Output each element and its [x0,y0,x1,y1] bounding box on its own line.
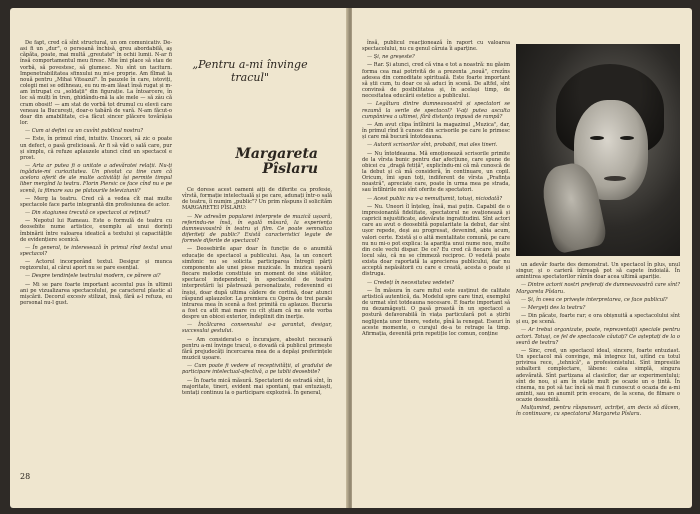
interview-paragraph: însă, publicul reacționează în raport cu valoarea spectacolului, nu cu genul căruia îi aparține. [362,40,510,53]
interview-question: — Arta ar putea fi o unitate a adevăratei relații. Nu-ți ingăduie-mi curiozitatea. Un pivotat ca tine cum că acelora oferit de ale multe activități își permite timpul liber mergînd la teatru. Florin Piersic ce face cînd nu e pe scenă, la filmare sau pe platourile televiziunii? [20,162,172,194]
eye-right [620,136,634,140]
interview-paragraph: — Este, în primul rînd, intuitiv. Unocori, să zic o poate un defect, o pasă grelicioasă. Ar fi să văd o sală care, pur și simplu, că refuze aplauzele atunci cînd un spectacol e prost. [20,136,172,161]
interview-paragraph: — Sinc, cred, un spectacol ideal, sincere, foarte entuziast. Un spectacol mă convinge, mă integrez lui, uitînd cu totul privirea rece, „tehnică", a profesionistului. Sînt impresiile subalterii complectare, lăbene: calea simplă, singura adevărată. Sînt partizana al clasicilor, dar ar experimentului; sînt de nou, și am în stație mult pe ocazie un o țintă. În cinema, nu pot să tac încă să mai fi cunoscut o ocazia de a-mi aminti, sau un anumit prin evocare, de la scena, de filmare o ocazie deosebită. [516,347,680,404]
interview-question: — Dintre actorii nostri preferați de dumneavoastră care sînt? Margareta Pîslaru. [516,282,680,295]
interview-question: — Acest public nu v-a nemulțumit, totuși, niciodată? [367,195,503,202]
interview-paragraph: — Am considerat-o o încurajare, absolut necesară pentru a-mi învinge tracul, o dovadă că publicul primește fără prejudecăți încercarea mea de a depăși preferințele muzicii ușoare. [182,336,332,362]
right-column-2 [516,262,680,420]
interview-question: — Încălcarea consensului a-a garantat, desigur, succesului gestului. [182,322,332,335]
portrait-photo-icon [516,44,680,256]
interview-question: — Ar trebui organizate, poate, reprezentații speciale pentru actori. Totuși, ce fel de spectacole căutați? Ce așteptați de la o seară de teatru? [516,327,680,346]
interview-paragraph: — Merg la teatru. Cred că a vedea cît mai multe spectacole face parte integrantă din profesiunea de actor. [20,195,172,208]
interview-question: — Din stagiunea trecută ce spectacol ai reținut? [25,210,150,217]
author-heading [198,147,318,177]
interview-paragraph: — Actorul incorporând textul. Desigur și munca regizorului, al cărui aport nu se pare esențial. [20,259,172,272]
interview-question: — Și, ne greșeste? [367,54,415,61]
interview-paragraph: — Nu. Uneori îl înțeleg, însă, mai puțin. Capabil de o impresionantă fidelitate, spectatorul ne ovaționează și capricii nejustificate, adevărate ingratitudini. Sînt actori care au avut o deosebită popularitate la debut, dar sînt ușor repede, deși au progresat, devenind, abia acum, valori certe. Există și o altă mentalitate comună, pe care nu nu mi-o pot explica: la apariția unui nume nou, multe din cele vechi dispar. De ce? Eu cred că fiecare își are locul său, că nu se cîmmeză reciproc. O vedetă poate exista doar raportată la aprecierea publicului, dar nu acceptă nepăsătorii cu care e creată, acesta o poate și distruga. [362,203,510,278]
interview-paragraph: De fapt, cred că sînt structural, un om comunicativ. De-asi fi un „dur", o persoană închisă, greu abordabilă, aş căpăta, poate, mai multă „greutate" în ochii lumii. N-ar fi însă comportamentul meu firesc. Mie îmi place să stau de vorbă, să povestesc, să glumesc. Nu sînt un taciturn. Impenetrabilitatea sfinxului nu mi-e proprie. Am fîlmat la nouă pentru „Mihai Viteazul". În pauzele în care, istoviți, colegii mei se odihneau, eu nu m-am lăsat însă rugat și m-am întrupat cu „soldații" din figurație. La întoarcere, în loc să mulți în tren, ghidându-mă la ale mele — să zâu că cram obosit! — am stat de vorbă tot drumul cu elevii care veneau la București, doar-o tabără de vară. N-am făcut-o doar din amabilitate, ci-a făcut sincer plăcere tovărășia lor. [20,40,172,127]
interview-question: — Ne adresăm popularei interprete de muzică ușoară, referindu-ne însă, în egală măsură, la experiența dumneavoastră în teatru și film. Ce poate semnaliza diferiteți de public? Există caracteristici legate de formele diferite de spectacol? [182,213,332,245]
interview-paragraph: — Nepotul lui Rameau. Este o formulă de teatru cu deosebite nume artistice, exemplu al unui dorinți îmbinării între valoarea ideatică a textului și capacitățile de evidențiere scenică. [20,218,172,243]
interview-question: Mulțumind, pentru răspunsuri, actriței, am decis să dăcem, în continuare, cu spectatorul Margareta Pîslaru. [516,405,680,418]
interview-question: — În general, te interesează în primul rînd textul unui spectacol? [20,244,172,257]
article-heading: „Pentru a-mi învinge tracul" [192,58,308,84]
interview-question: — Cum ai defini ca un cuvînt publicul nostru? [25,128,143,135]
left-column-2 [182,187,332,398]
interview-paragraph: — Deosebirile apar doar în funcție de o anumită educație de spectacol a publicului. Așa, la un concert simfonic nu se solicita participarea întregii părți componente ale unei piese muzicale. În muzica ușoară fiecare melodie constituie un moment de sine stătător, spectacol independent; în spectacolul de teatru interpretării își păstrează personalizate, redevenind ei înșiși, doar după ultima cădere de cortină, doar atunci răspund aplauzelor. La premiera cu Opera de trei parale intrarea mea în scenă a fost primită cu aplauze. Bucuria a fost cu atît mai mare cu cît știam că nu este vorba despre un obicei exterior, îndeplinit din inerție. [182,246,332,321]
interview-question: — Mergeți des la teatru? [521,304,586,311]
right-column-1 [362,40,510,339]
author-first-name: Margareta [235,146,318,162]
interview-paragraph: — Din păcate, foarte rar; e ora obișnuită a spectacolului sînt și eu, pe scenă. [516,313,680,326]
interview-question: — Credeți în necesitatea vedetei? [367,279,454,286]
interview-paragraph: — Rar. Și atunci, cred că vina e tot a noastră: nu găsim forma cea mai potrivită de a prezenta „nouă", crezîns adesea din comoditate spirituală. Este foarte important să știi cum, tu doar ce să aduci în scenă. De altfel, sînt convinsă de posibilitatea și, în același timp, de necesitatea educării estetice a publicului. [362,62,510,100]
lips-shape [604,176,626,181]
eye-left [590,136,604,140]
author-last-name: Pîslaru [262,161,318,177]
interview-paragraph: — Nu întotdeauna. Mă emoționează scrisorile primite de la vîrsta bunic pentru dar afecțiune, care spune de obicei cu „dragă fetiță", explicîndu-mi că mă cunoscă de la debut și că mă consideră, în continuare, un copil. Oricum, îmi spun toți, indiferent de vîrsta „Prafința noastră", apreciate care, poate în urma mea pe strada, sau întîlnirile noi sînt oferite de spectatori. [362,150,510,194]
interview-paragraph: — În măsura în care mitul este susținut de calitate artistică autentică, da. Modelul spre care tinzi, exemplul de urmat sînt totdeauna necesare. E foarte important să nu dezamăgești. O pasă proastă în un spectacol a postură defavorabilă în viața particulară pot a știrbi neglijența unor tinere, vedete, pînă la renegat. Eseuri în aceste momente, o curajul de-a te retrage la timp. Afirmația, devenită prin repetiție loc comun, conține [362,287,510,337]
interview-question: — Cum poate fi vedere al receptivității, al gradului de participare intelectual-afectivă, a pe tablii deosebite? [182,363,332,376]
interview-question: — Despre tendințele teatrului modern, ce părere ai? [25,273,161,280]
page-number: 28 [20,472,31,481]
left-column-1 [20,40,172,308]
interview-paragraph: — În foarte mică măsură. Spectatorii de estradă sînt, în majoritate, tineri, evident mai spontani, mai entuziaști, tentați continuu la o participare explozivă. În general, [182,377,332,396]
interview-paragraph: Ce dorese acest oameni aiți de diferite ca profesie, vîrstă, formație intelectuală și pe care, adunați într-o sală de teatru, îi numim „public"? Un prim răspuns îl solicităm MARGARETEI PÎSLARU: [182,187,332,212]
interview-paragraph: — Mi se pare foarte important accentul pus în ultimii ani pe vizualizarea spectacolului, pe caracterul plastic al mișcării. Decorul excesiv stilizat, însă, fără a-l refuza, eu personal nu-l gust. [20,281,172,307]
interview-question: — Și, în ceea ce privește interpretarea, ce face publicul? [521,296,668,303]
interview-question: — Autorii scrisorilor sînt, probabil, mai ales tineri. [367,142,498,149]
interview-paragraph: un adevăr foarte des demonstrat. Un spectacol în plus, unul singur, și o carieră întreagă pot să capete îndoială. În amintirea spectatorilor rămîn doar acea ultimă apariție. [516,262,680,281]
interview-question: — Legătura dintre dumneavoastră și spectatori se rezumă la serile de spectacol? V-ați putea asculta cumpănirea a ultimei, fără distanța impusă de rampă? [362,101,510,120]
interview-paragraph: — Am avut clipa întîlnirii la magazinul „Muzica", dar, în primul rînd îi cunosc din scrisorile pe care le primesc și care mă bucură întotdeauna. [362,121,510,141]
